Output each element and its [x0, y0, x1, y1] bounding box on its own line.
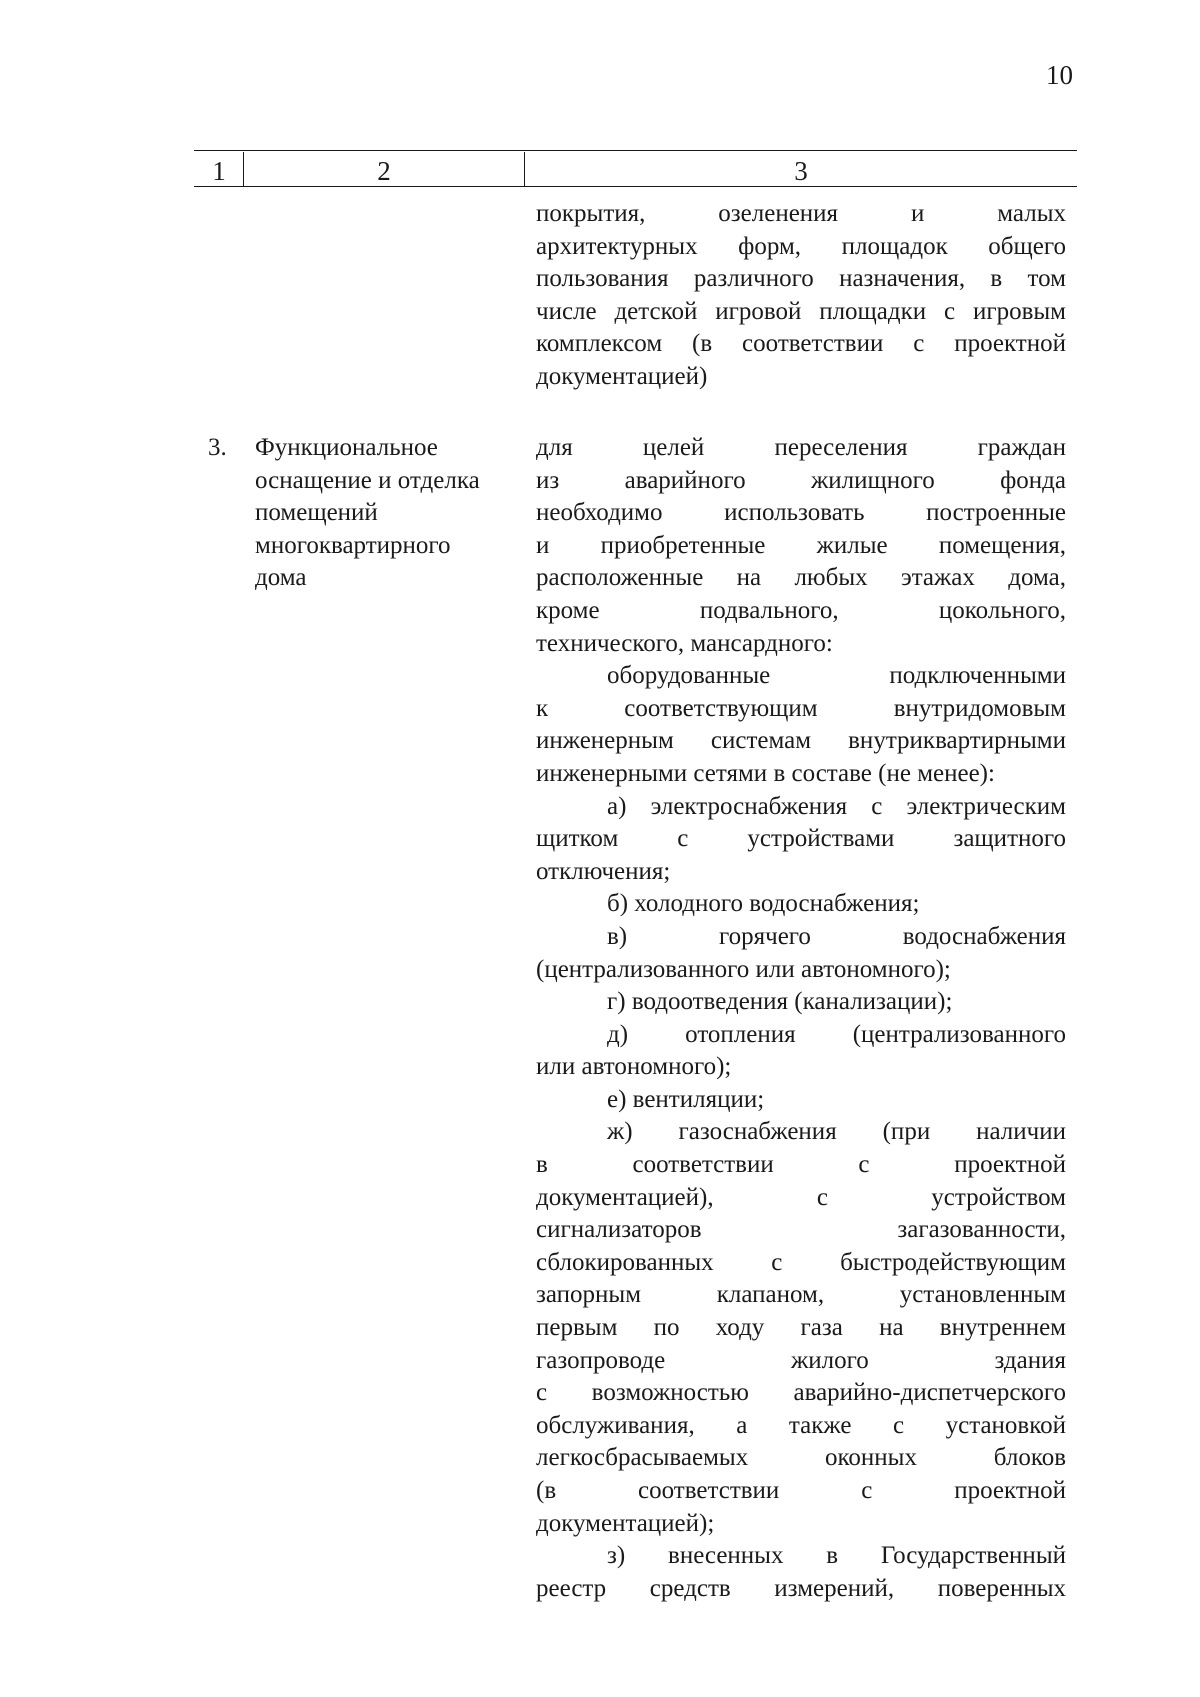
text-line: числе детской игровой площадки с игровым [536, 297, 1066, 325]
text-line: щитком с устройствами защитного [536, 825, 1066, 853]
text-line: легкосбрасываемых оконных блоков [536, 1444, 1066, 1472]
text-line: из аварийного жилищного фонда [536, 466, 1066, 494]
text-line: з) внесенных в Государственный [607, 1542, 1066, 1570]
text-line: сигнализаторов загазованности, [536, 1216, 1066, 1244]
text-line: инженерными сетями в составе (не менее): [536, 759, 995, 787]
text-line: покрытия, озеленения и малых [536, 200, 1066, 227]
title-line: оснащение и отделка [255, 466, 480, 494]
text-line: а) электроснабжения с электрическим [607, 792, 1066, 820]
table-header-bottom-border [194, 186, 1077, 187]
continuation-text [536, 198, 1066, 394]
text-line: газопроводе жилого здания [536, 1346, 1066, 1374]
text-line: е) вентиляции; [607, 1085, 765, 1113]
text-line: технического, мансардного: [536, 629, 833, 657]
column-divider-1 [243, 152, 244, 186]
table-top-border [194, 150, 1077, 151]
text-line: отключения; [536, 857, 671, 885]
text-line: архитектурных форм, площадок общего [536, 232, 1066, 260]
text-line: необходимо использовать построенные [536, 499, 1066, 527]
text-line: (централизованного или автономного); [536, 955, 951, 983]
row-number: 3. [208, 434, 227, 461]
column-divider-2 [524, 152, 525, 186]
title-line: помещений [255, 499, 378, 527]
text-line: документацией) [536, 362, 708, 390]
text-line: первым по ходу газа на внутреннем [536, 1314, 1066, 1342]
text-line: или автономного); [536, 1053, 732, 1081]
text-line: обслуживания, а также с установкой [536, 1411, 1066, 1439]
row-title [255, 432, 520, 595]
title-line: многоквартирного [255, 531, 451, 559]
column-header-1: 1 [212, 156, 226, 186]
text-line: документацией), с устройством [536, 1183, 1066, 1211]
text-line: ж) газоснабжения (при наличии [607, 1118, 1066, 1146]
column-header-2: 2 [377, 156, 391, 186]
text-line: в соответствии с проектной [536, 1151, 1066, 1179]
text-line: б) холодного водоснабжения; [607, 890, 920, 918]
text-line: д) отопления (централизованного [607, 1020, 1066, 1048]
text-line: комплексом (в соответствии с проектной [536, 330, 1066, 358]
text-line: реестр средств измерений, поверенных [536, 1574, 1066, 1602]
title-line: Функциональное [255, 434, 438, 461]
text-line: в) горячего водоснабжения [607, 922, 1066, 950]
text-line: г) водоотведения (канализации); [607, 988, 953, 1016]
row-description [536, 432, 1066, 1605]
text-line: документацией); [536, 1509, 715, 1537]
page-number: 10 [1046, 60, 1073, 90]
title-line: дома [255, 564, 307, 592]
column-header-3: 3 [794, 156, 808, 186]
text-line: расположенные на любых этажах дома, [536, 564, 1066, 592]
text-line: кроме подвального, цокольного, [536, 596, 1066, 624]
text-line: инженерным системам внутриквартирными [536, 727, 1066, 755]
text-line: к соответствующим внутридомовым [536, 694, 1066, 722]
text-line: сблокированных с быстродействующим [536, 1248, 1066, 1276]
text-line: пользования различного назначения, в том [536, 265, 1066, 293]
text-line: запорным клапаном, установленным [536, 1281, 1066, 1309]
text-line: оборудованные подключенными [607, 662, 1066, 690]
text-line: (в соответствии с проектной [536, 1477, 1066, 1504]
text-line: для целей переселения граждан [536, 434, 1066, 461]
text-line: с возможностью аварийно-диспетчерского [536, 1379, 1066, 1407]
text-line: и приобретенные жилые помещения, [536, 531, 1066, 559]
